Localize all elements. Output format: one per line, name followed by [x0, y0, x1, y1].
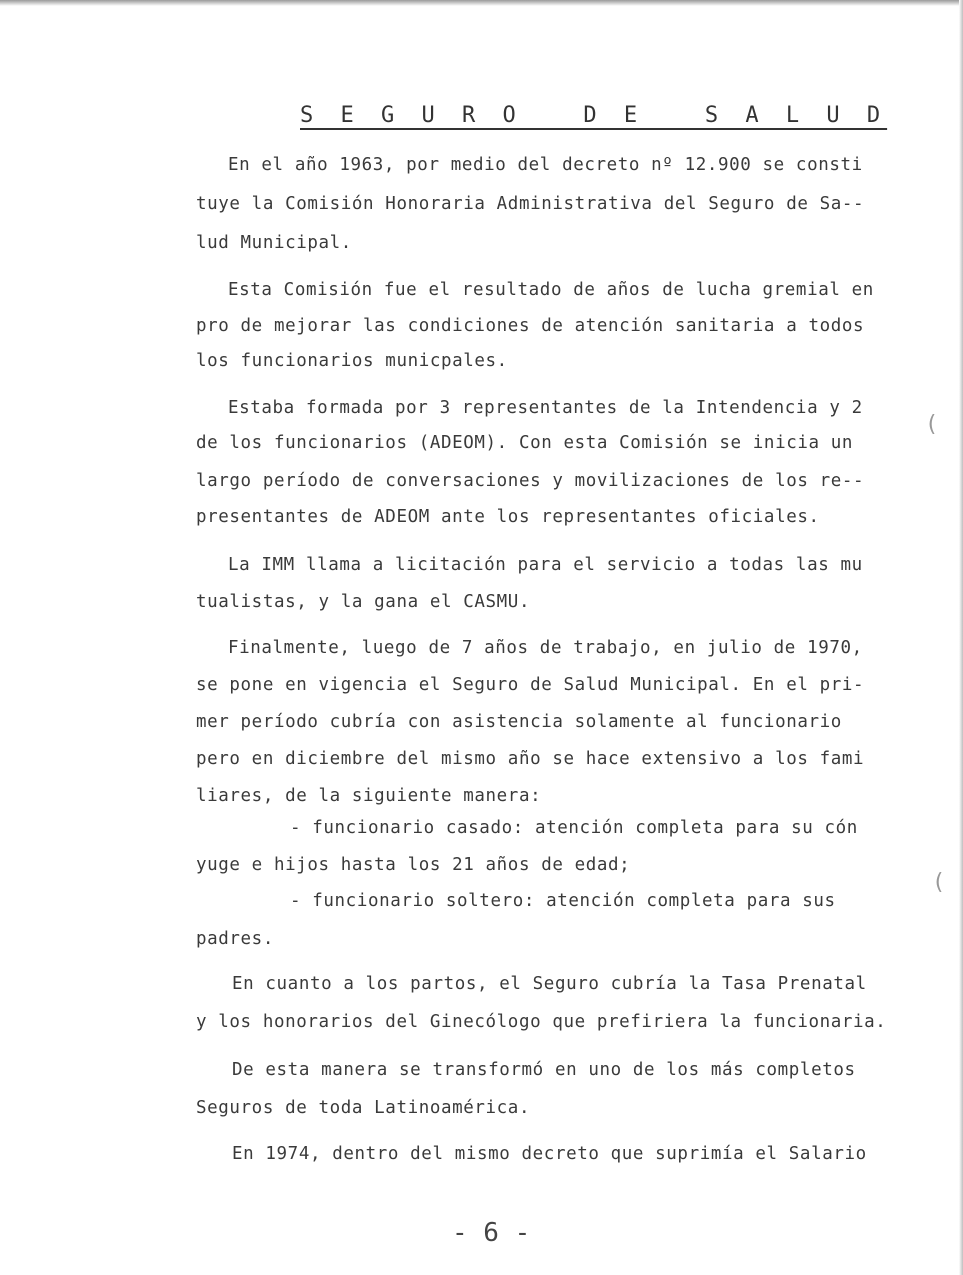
text-line: lud Municipal. [196, 233, 352, 253]
text-line: La IMM llama a licitación para el servicio a todas las mu [228, 555, 863, 575]
text-line: padres. [196, 929, 274, 949]
scan-edge-right [959, 0, 963, 1275]
text-line: En 1974, dentro del mismo decreto que suprimía el Salario [232, 1144, 867, 1164]
text-line: presentantes de ADEOM ante los representantes oficiales. [196, 507, 820, 527]
text-line: - funcionario soltero: atención completa para sus [290, 891, 836, 911]
text-line: Seguros de toda Latinoamérica. [196, 1098, 531, 1118]
text-line: En el año 1963, por medio del decreto nº 12.900 se consti [228, 155, 863, 175]
scan-edge-top [0, 0, 963, 6]
document-title: S E G U R O D E S A L U D [300, 103, 888, 128]
text-line: Esta Comisión fue el resultado de años de lucha gremial en [228, 280, 874, 300]
text-line: En cuanto a los partos, el Seguro cubría la Tasa Prenatal [232, 974, 867, 994]
text-line: tualistas, y la gana el CASMU. [196, 592, 531, 612]
text-line: se pone en vigencia el Seguro de Salud Municipal. En el pri- [196, 675, 865, 695]
text-line: Estaba formada por 3 representantes de la Intendencia y 2 [228, 398, 863, 418]
text-line: - funcionario casado: atención completa para su cón [290, 818, 858, 838]
text-line: mer período cubría con asistencia solamente al funcionario [196, 712, 842, 732]
text-line: De esta manera se transformó en uno de los más completos [232, 1060, 856, 1080]
text-line: los funcionarios municpales. [196, 351, 508, 371]
text-line: pro de mejorar las condiciones de atención sanitaria a todos [196, 316, 865, 336]
text-line: tuye la Comisión Honoraria Administrativa del Seguro de Sa-- [196, 194, 865, 214]
text-line: yuge e hijos hasta los 21 años de edad; [196, 855, 631, 875]
text-line: de los funcionarios (ADEOM). Con esta Comisión se inicia un [196, 433, 854, 453]
text-line: liares, de la siguiente manera: [196, 786, 542, 806]
text-line: Finalmente, luego de 7 años de trabajo, en julio de 1970, [228, 638, 863, 658]
page-number: - 6 - [452, 1218, 531, 1248]
text-line: largo período de conversaciones y movilizaciones de los re-- [196, 471, 865, 491]
text-line: y los honorarios del Ginecólogo que prefiriera la funcionaria. [196, 1012, 887, 1032]
scan-artifact-mark: ( [925, 412, 939, 437]
scan-artifact-mark: ( [932, 870, 946, 895]
text-line: pero en diciembre del mismo año se hace extensivo a los fami [196, 749, 865, 769]
